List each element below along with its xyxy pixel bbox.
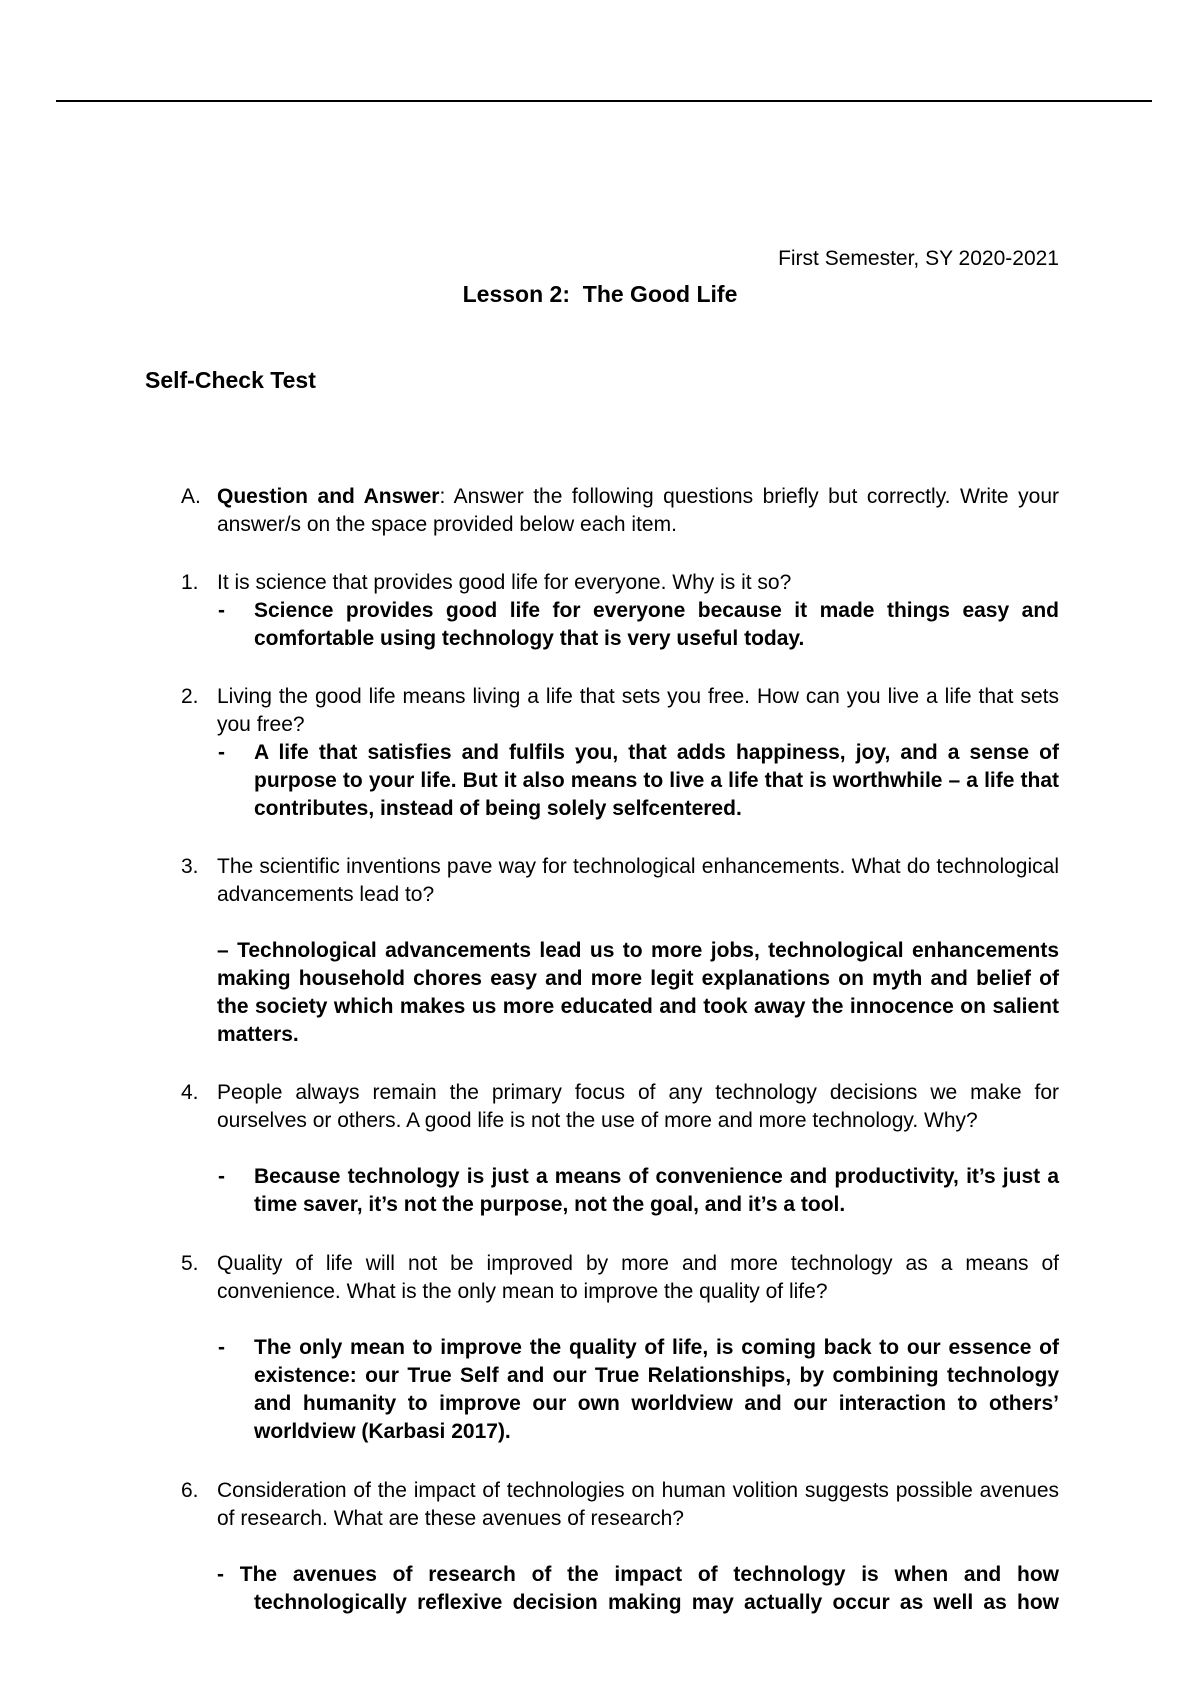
- question-text: People always remain the primary focus of any technology decisions we make for ourselves or others. A good life is not the use of more and more technology. Why?: [217, 1081, 1059, 1132]
- answer-4: [218, 1163, 1059, 1219]
- instruction-block: [181, 483, 1059, 539]
- question-3: [181, 853, 1059, 909]
- answer-dash: -: [218, 599, 225, 622]
- question-number: 1.: [181, 571, 199, 594]
- question-1: [181, 569, 1059, 597]
- answer-line: - The avenues of research of the impact of technology is when and how: [217, 1563, 1059, 1586]
- lesson-title: Lesson 2: The Good Life: [462, 281, 738, 307]
- answer-dash: -: [218, 1165, 225, 1188]
- question-2: [181, 683, 1059, 739]
- question-6: [181, 1477, 1059, 1533]
- question-number: 6.: [181, 1479, 199, 1502]
- answer-text: Because technology is just a means of convenience and productivity, it’s just a time saver, it’s not the purpose, not the goal, and it’s a tool.: [254, 1165, 1059, 1216]
- answer-text: Science provides good life for everyone because it made things easy and comfortable using technology that is very useful today.: [254, 599, 1059, 650]
- section-title: Self-Check Test: [145, 367, 316, 393]
- answer-dash: -: [218, 1336, 225, 1359]
- semester-label: First Semester, SY 2020-2021: [778, 247, 1059, 270]
- question-text: It is science that provides good life for everyone. Why is it so?: [217, 571, 792, 594]
- instruction-marker: A.: [181, 485, 201, 508]
- answer-text: The only mean to improve the quality of life, is coming back to our essence of existence: our True Self and our True Relationships, by combining technology and humanity to improve our own worldview and our interaction to others’ worldview (Karbasi 2017).: [254, 1336, 1059, 1443]
- question-5: [181, 1250, 1059, 1306]
- question-number: 5.: [181, 1252, 199, 1275]
- answer-line: technologically reflexive decision making may actually occur as well as how: [254, 1591, 1059, 1614]
- answer-2: [218, 739, 1059, 823]
- answer-6: [217, 1561, 1059, 1617]
- question-text: Living the good life means living a life that sets you free. How can you live a life that sets you free?: [217, 685, 1059, 736]
- answer-5: [218, 1334, 1059, 1446]
- answer-1: [218, 597, 1059, 653]
- question-4: [181, 1079, 1059, 1135]
- instruction-label: Question and Answer: [217, 485, 440, 508]
- question-text: Quality of life will not be improved by more and more technology as a means of convenience. What is the only mean to improve the quality of life?: [217, 1252, 1059, 1303]
- header-rule: [56, 100, 1152, 102]
- question-number: 2.: [181, 685, 199, 708]
- instruction-text: : Answer the following questions briefly but correctly. Write your answer/s on the space provided below each item.: [217, 485, 1059, 536]
- answer-dash: -: [218, 741, 225, 764]
- question-text: Consideration of the impact of technologies on human volition suggests possible avenues of research. What are these avenues of research?: [217, 1479, 1059, 1530]
- answer-3: – Technological advancements lead us to more jobs, technological enhancements making household chores easy and more legit explanations on myth and belief of the society which makes us more educated and took away the innocence on salient matters.: [217, 939, 1059, 1046]
- question-text: The scientific inventions pave way for technological enhancements. What do technological advancements lead to?: [217, 855, 1059, 906]
- question-number: 3.: [181, 855, 199, 878]
- question-number: 4.: [181, 1081, 199, 1104]
- answer-text: A life that satisfies and fulfils you, that adds happiness, joy, and a sense of purpose to your life. But it also means to live a life that is worthwhile – a life that contributes, instead of being solely selfcentered.: [254, 741, 1059, 820]
